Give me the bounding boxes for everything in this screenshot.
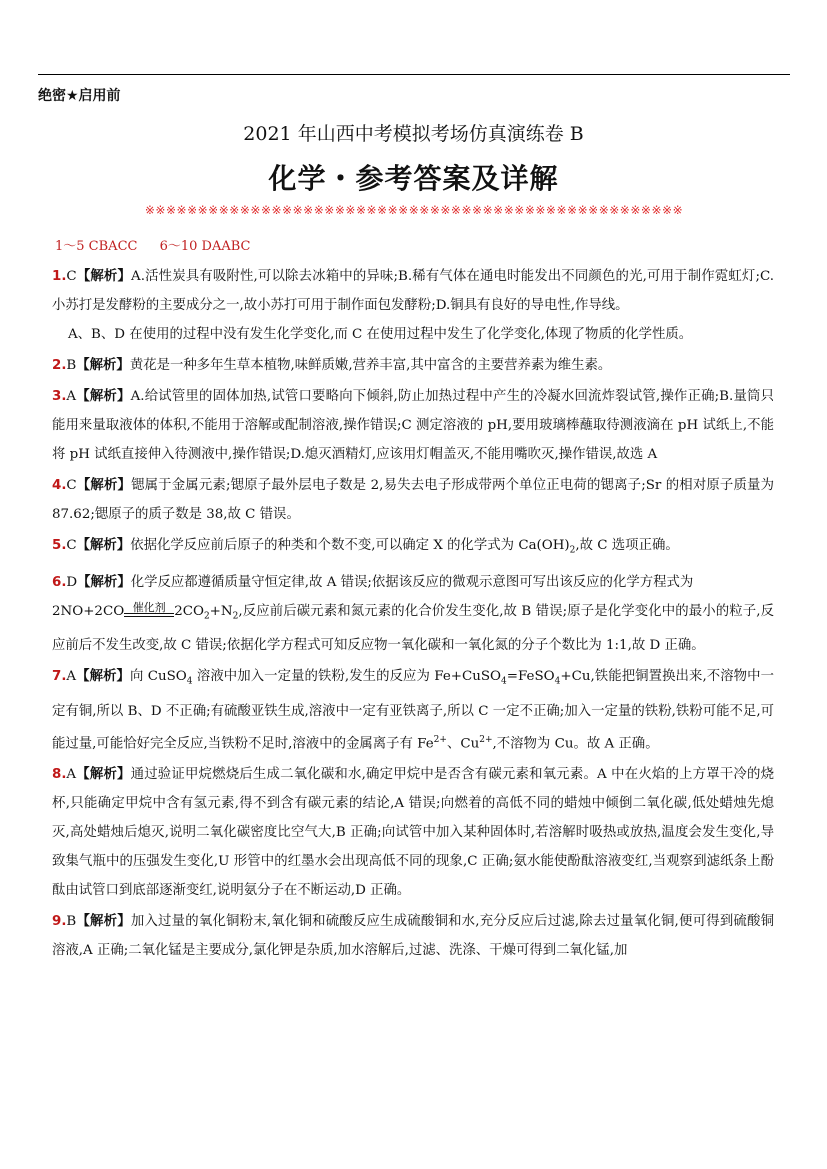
equation-right: +N bbox=[209, 603, 233, 619]
analysis-label: 【解析】 bbox=[76, 767, 131, 783]
analysis-text: ,不溶物为 Cu。故 A 正确。 bbox=[492, 736, 659, 752]
question-1 bbox=[52, 262, 774, 349]
subscript: 4 bbox=[501, 677, 507, 688]
answer-letter: C bbox=[66, 538, 77, 553]
equation-right: 2CO bbox=[174, 603, 204, 619]
subscript: 2 bbox=[203, 611, 210, 622]
question-number: 9. bbox=[52, 914, 67, 930]
analysis-label: 【解析】 bbox=[77, 574, 131, 590]
analysis-text: 向 CuSO bbox=[129, 669, 187, 685]
analysis-text: ,故 C 选项正确。 bbox=[575, 538, 679, 553]
equation-left: 2NO+2CO bbox=[52, 603, 125, 619]
secret-mark: 绝密★启用前 bbox=[38, 88, 121, 104]
analysis-label: 【解析】 bbox=[76, 538, 131, 553]
analysis-text: A、B、D 在使用的过程中没有发生化学变化,而 C 在使用过程中发生了化学变化,体现了物质的化学性质。 bbox=[68, 327, 693, 342]
question-number: 3. bbox=[52, 389, 67, 404]
answer-group-1: 1～5 CBACC bbox=[55, 239, 138, 254]
analysis-text: A.活性炭具有吸附性,可以除去冰箱中的异味;B.稀有气体在通电时能发出不同颜色的光,可用于制作霓虹灯;C.小苏打是发酵粉的主要成分之一,故小苏打可用于制作面包发酵粉;D.铜具有良好的导电性,作导线。 bbox=[52, 269, 774, 313]
analysis-label: 【解析】 bbox=[76, 389, 131, 404]
question-2 bbox=[52, 351, 774, 380]
question-number: 5. bbox=[52, 538, 67, 553]
question-7 bbox=[52, 662, 774, 758]
analysis-text: ,反应前后碳元素和氮元素的化合价发生变化,故 B 错误;原子是化学变化中的最小的粒子,反应前后不发生改变,故 C 错误;依据化学方程式可知反应物一氧化碳和一氧化氮的分子个数比为 1:1,故 D 正确。 bbox=[52, 603, 774, 654]
analysis-label: 【解析】 bbox=[76, 269, 132, 284]
decorative-divider: ※※※※※※※※※※※※※※※※※※※※※※※※※※※※※※※※※※※※※※※※※※※※※※※※※※※ bbox=[144, 203, 684, 217]
answer-group-2: 6～10 DAABC bbox=[159, 239, 251, 254]
question-9 bbox=[52, 907, 774, 965]
analysis-text: 化学反应都遵循质量守恒定律,故 A 错误;依据该反应的微观示意图可写出该反应的化学方程式为 bbox=[130, 574, 694, 590]
answer-letter: C bbox=[66, 269, 77, 284]
header-rule bbox=[38, 74, 790, 75]
analysis-text: 黄花是一种多年生草本植物,味鲜质嫩,营养丰富,其中富含的主要营养素为维生素。 bbox=[129, 358, 612, 373]
analysis-text: 锶属于金属元素;锶原子最外层电子数是 2,易失去电子形成带两个单位正电荷的锶离子;Sr 的相对原子质量为 87.62;锶原子的质子数是 38,故 C 错误。 bbox=[52, 478, 774, 522]
exam-title: 2021 年山西中考模拟考场仿真演练卷 B bbox=[243, 123, 584, 145]
question-5 bbox=[52, 531, 774, 566]
reaction-condition: 催化剂 bbox=[132, 600, 166, 614]
subscript: 4 bbox=[186, 677, 193, 688]
question-8 bbox=[52, 760, 774, 905]
analysis-text: 通过验证甲烷燃烧后生成二氧化碳和水,确定甲烷中是否含有碳元素和氧元素。A 中在火焰的上方罩干冷的烧杯,只能确定甲烷中含有氢元素,得不到含有碳元素的结论,A 错误;向燃着的高低不同的蜡烛中倾倒二氧化碳,低处蜡烛先熄灭,高处蜡烛后熄灭,说明二氧化碳密度比空气大,B 正确;向试管中加入某种固体时,若溶解时吸热或放热,温度会发生变化,导致集气瓶中的压强发生变化,U 形管中的红墨水会出现高低不同的现象,C 正确;氨水能使酚酞溶液变红,当观察到滤纸条上酚酞由试管口到底部逐渐变红,说明氨分子在不断运动,D 正确。 bbox=[52, 767, 774, 899]
question-number: 6. bbox=[52, 574, 67, 590]
question-3 bbox=[52, 382, 774, 469]
analysis-label: 【解析】 bbox=[76, 914, 131, 930]
analysis-text: =FeSO bbox=[506, 669, 555, 685]
answer-letter: A bbox=[66, 767, 77, 783]
superscript: 2+ bbox=[479, 735, 493, 746]
answer-letter: B bbox=[66, 358, 77, 373]
analysis-label: 【解析】 bbox=[76, 669, 130, 685]
answer-letter: A bbox=[66, 389, 77, 404]
question-4 bbox=[52, 471, 774, 529]
analysis-text: 溶液中加入一定量的铁粉,发生的反应为 Fe+CuSO bbox=[192, 669, 502, 685]
answer-letter: A bbox=[66, 669, 77, 685]
analysis-text: 依据化学反应前后原子的种类和个数不变,可以确定 X 的化学式为 Ca(OH) bbox=[130, 538, 570, 553]
answer-letter: B bbox=[66, 914, 77, 930]
question-6 bbox=[52, 568, 774, 661]
question-number: 4. bbox=[52, 478, 67, 493]
question-number: 2. bbox=[52, 358, 67, 373]
analysis-text: 加入过量的氧化铜粉末,氧化铜和硫酸反应生成硫酸铜和水,充分反应后过滤,除去过量氧化铜,便可得到硫酸铜溶液,A 正确;二氧化锰是主要成分,氯化钾是杂质,加水溶解后,过滤、洗涤、干燥可得到二氧化锰,加 bbox=[52, 914, 775, 959]
analysis-label: 【解析】 bbox=[76, 358, 130, 373]
subject-title: 化学・参考答案及详解 bbox=[268, 162, 559, 195]
analysis-text: 、Cu bbox=[446, 736, 480, 752]
superscript: 2+ bbox=[433, 735, 447, 746]
answer-letter: C bbox=[66, 478, 77, 493]
analysis-text: +Cu,铁能把铜置换出来,不溶物中一定有铜,所以 B、D 不正确;有硫酸亚铁生成,溶液中一定有亚铁离子,所以 C 一定不正确;加入一定量的铁粉,铁粉可能不足,可能过量,可能恰好完全反应,当铁粉不足时,溶液中的金属离子有 Fe bbox=[52, 669, 774, 752]
subscript: 2 bbox=[232, 611, 239, 622]
reaction-arrow bbox=[124, 600, 174, 617]
answer-letter: D bbox=[66, 574, 78, 590]
question-number: 8. bbox=[52, 767, 67, 783]
answer-summary bbox=[55, 235, 269, 254]
subscript: 2 bbox=[569, 545, 576, 556]
analysis-text: A.给试管里的固体加热,试管口要略向下倾斜,防止加热过程中产生的冷凝水回流炸裂试管,操作正确;B.量筒只能用来量取液体的体积,不能用于溶解或配制溶液,操作错误;C 测定溶液的 pH,要用玻璃棒蘸取待测液滴在 pH 试纸上,不能将 pH 试纸直接伸入待测液中,操作错误;D.熄灭酒精灯,应该用灯帽盖灭,不能用嘴吹灭,操作错误,故选 A bbox=[52, 389, 774, 462]
solutions-body bbox=[52, 262, 774, 967]
subscript: 4 bbox=[554, 677, 561, 688]
analysis-label: 【解析】 bbox=[76, 478, 132, 493]
question-number: 1. bbox=[52, 269, 67, 284]
question-number: 7. bbox=[52, 669, 67, 685]
